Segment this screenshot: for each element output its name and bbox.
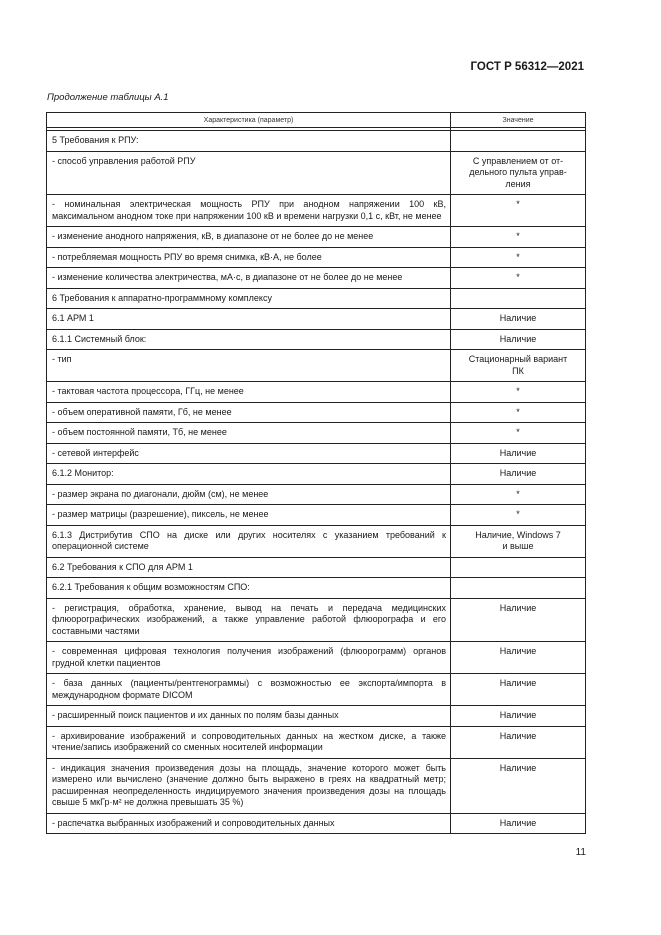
value-cell: Наличие xyxy=(451,464,586,485)
parameter-cell: 6.1 АРМ 1 xyxy=(47,309,451,330)
value-cell: Наличие xyxy=(451,674,586,706)
table-row xyxy=(47,443,586,464)
value-cell: Наличие xyxy=(451,598,586,642)
table-body xyxy=(47,131,586,834)
parameter-cell: - изменение анодного напряжения, кВ, в диапазоне от не более до не менее xyxy=(47,227,451,248)
value-cell: Наличие xyxy=(451,813,586,834)
value-cell: * xyxy=(451,423,586,444)
table-row xyxy=(47,706,586,727)
parameter-cell: - изменение количества электричества, мА·с, в диапазоне от не более до не менее xyxy=(47,268,451,289)
value-cell xyxy=(451,578,586,599)
value-cell: * xyxy=(451,484,586,505)
value-cell: Наличие, Windows 7 и выше xyxy=(451,525,586,557)
value-cell: * xyxy=(451,227,586,248)
table-row xyxy=(47,227,586,248)
parameter-cell: - расширенный поиск пациентов и их данных по полям базы данных xyxy=(47,706,451,727)
value-cell: * xyxy=(451,195,586,227)
table-row xyxy=(47,151,586,195)
parameter-cell: 6.1.3 Дистрибутив СПО на диске или других носителях с указанием требований к операционной системе xyxy=(47,525,451,557)
table-row xyxy=(47,813,586,834)
table-row xyxy=(47,423,586,444)
value-cell xyxy=(451,557,586,578)
table-row xyxy=(47,642,586,674)
parameter-cell: - номинальная электрическая мощность РПУ при анодном напряжении 100 кВ, максимальном анодном токе при напряжении 100 кВ и времени нагрузки 0,1 с, кВт, не менее xyxy=(47,195,451,227)
parameter-cell: - объем оперативной памяти, Гб, не менее xyxy=(47,402,451,423)
table-row xyxy=(47,382,586,403)
parameter-cell: 6.2.1 Требования к общим возможностям СПО: xyxy=(47,578,451,599)
parameter-cell: - индикация значения произведения дозы на площадь, значение которого может быть измерено или вычислено (значение должно быть выражено в греях на квадратный метр; расширенная неопределенность индицируемого значения произведения дозы на площадь свыше 5 мкГр·м² не должна превышать 35 %) xyxy=(47,758,451,813)
table-row xyxy=(47,525,586,557)
value-cell: * xyxy=(451,505,586,526)
parameter-cell: - объем постоянной памяти, Тб, не менее xyxy=(47,423,451,444)
value-cell xyxy=(451,288,586,309)
parameter-cell: - база данных (пациенты/рентгенограммы) с возможностью ее экспорта/импорта в международном формате DICOM xyxy=(47,674,451,706)
table-row xyxy=(47,195,586,227)
parameter-cell: - сетевой интерфейс xyxy=(47,443,451,464)
parameter-cell: - распечатка выбранных изображений и сопроводительных данных xyxy=(47,813,451,834)
value-cell: Наличие xyxy=(451,329,586,350)
value-cell: Наличие xyxy=(451,309,586,330)
parameter-cell: - современная цифровая технология получения изображений (флюорограмм) органов грудной клетки пациентов xyxy=(47,642,451,674)
column-header-value: Значение xyxy=(451,113,586,128)
table-row xyxy=(47,131,586,152)
value-cell: * xyxy=(451,402,586,423)
parameter-cell: - архивирование изображений и сопроводительных данных на жестком диске, а также чтение/запись изображений со сменных носителей информации xyxy=(47,726,451,758)
value-cell: * xyxy=(451,268,586,289)
table-caption: Продолжение таблицы А.1 xyxy=(47,92,169,103)
table-row xyxy=(47,484,586,505)
table-row xyxy=(47,557,586,578)
value-cell: Наличие xyxy=(451,758,586,813)
parameter-cell: - потребляемая мощность РПУ во время снимка, кВ·А, не более xyxy=(47,247,451,268)
table-row xyxy=(47,578,586,599)
column-header-parameter: Характеристика (параметр) xyxy=(47,113,451,128)
value-cell: Стационарный вариант ПК xyxy=(451,350,586,382)
table-row xyxy=(47,464,586,485)
table-row xyxy=(47,674,586,706)
parameter-cell: - размер матрицы (разрешение), пиксель, не менее xyxy=(47,505,451,526)
table-row xyxy=(47,758,586,813)
table-row xyxy=(47,402,586,423)
table-row xyxy=(47,309,586,330)
parameter-cell: - тип xyxy=(47,350,451,382)
value-cell: Наличие xyxy=(451,642,586,674)
table-row xyxy=(47,726,586,758)
value-cell: С управлением от от- дельного пульта управ- ления xyxy=(451,151,586,195)
parameter-cell: 6.1.1 Системный блок: xyxy=(47,329,451,350)
value-cell xyxy=(451,131,586,152)
value-cell: Наличие xyxy=(451,726,586,758)
table-row xyxy=(47,288,586,309)
table-row xyxy=(47,247,586,268)
value-cell: * xyxy=(451,247,586,268)
page-number: 11 xyxy=(575,847,586,858)
table-row xyxy=(47,268,586,289)
requirements-table xyxy=(46,112,586,834)
parameter-cell: 6.2 Требования к СПО для АРМ 1 xyxy=(47,557,451,578)
parameter-cell: 5 Требования к РПУ: xyxy=(47,131,451,152)
parameter-cell: - тактовая частота процессора, ГГц, не менее xyxy=(47,382,451,403)
table-row xyxy=(47,350,586,382)
parameter-cell: - размер экрана по диагонали, дюйм (см), не менее xyxy=(47,484,451,505)
parameter-cell: - регистрация, обработка, хранение, вывод на печать и передача медицинских флюорографических изображений, а также управление работой флюорографа и его составными частями xyxy=(47,598,451,642)
table-header-row xyxy=(47,113,586,128)
table-row xyxy=(47,505,586,526)
parameter-cell: - способ управления работой РПУ xyxy=(47,151,451,195)
table-row xyxy=(47,329,586,350)
table-row xyxy=(47,598,586,642)
value-cell: Наличие xyxy=(451,443,586,464)
parameter-cell: 6.1.2 Монитор: xyxy=(47,464,451,485)
value-cell: Наличие xyxy=(451,706,586,727)
value-cell: * xyxy=(451,382,586,403)
standard-number: ГОСТ Р 56312—2021 xyxy=(470,61,584,73)
parameter-cell: 6 Требования к аппаратно-программному комплексу xyxy=(47,288,451,309)
